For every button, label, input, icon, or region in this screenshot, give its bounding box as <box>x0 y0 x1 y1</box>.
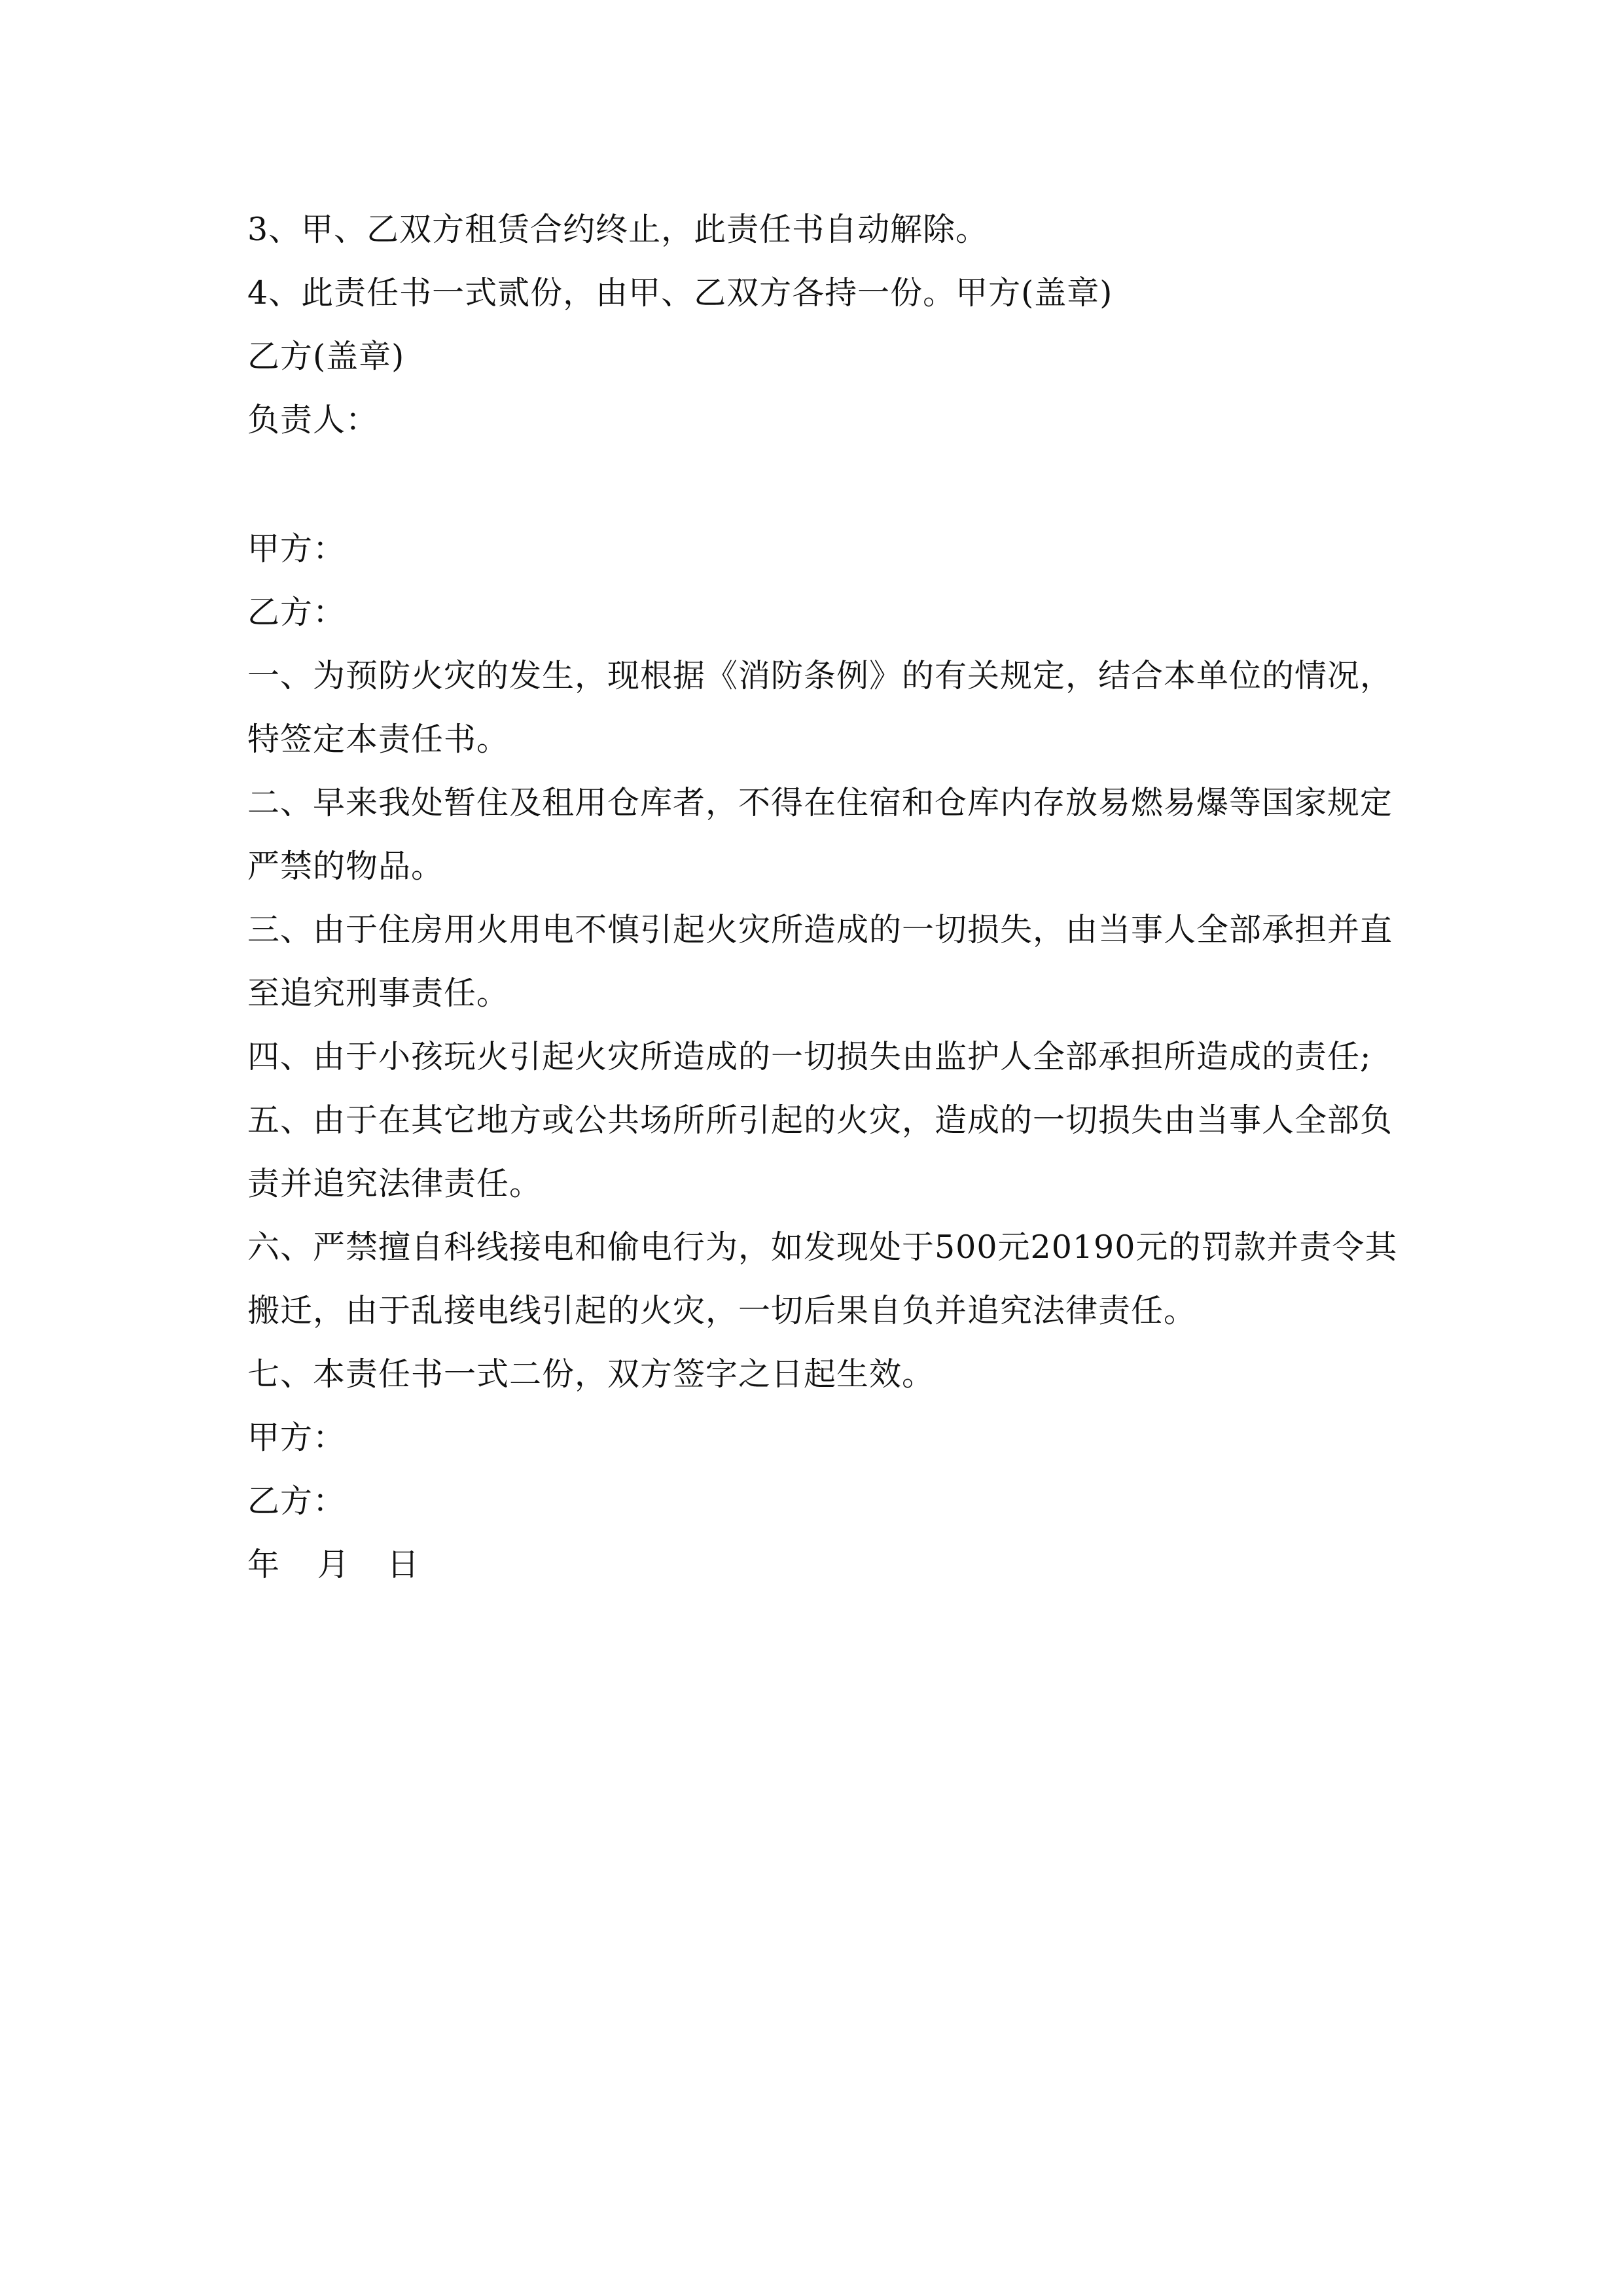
article-5-line-2: 责并追究法律责任。 <box>247 1165 543 1202</box>
article-1-line-1: 一、为预防火灾的发生，现根据《消防条例》的有关规定，结合本单位的情况， <box>247 657 1393 694</box>
article-3-line-2: 至追究刑事责任。 <box>247 975 510 1012</box>
article-3-line-1: 三、由于住房用火用电不慎引起火灾所造成的一切损失，由当事人全部承担并直 <box>247 911 1393 948</box>
signature-party-a-line: 甲方： <box>247 1419 346 1456</box>
article-1-line-2: 特签定本责任书。 <box>247 721 510 758</box>
section-gap <box>247 452 1399 517</box>
document-body <box>247 198 1399 1596</box>
date-day: 日 <box>387 1546 420 1583</box>
article-6-line-1: 六、严禁擅自科线接电和偷电行为，如发现处于500元20190元的罚款并责令其 <box>247 1229 1398 1266</box>
clause-4-line: 4、此责任书一式贰份，由甲、乙双方各持一份。甲方(盖章) <box>247 274 1113 312</box>
date-line <box>247 1533 1399 1596</box>
responsible-person-line: 负责人： <box>247 401 379 439</box>
article-2-line-1: 二、早来我处暂住及租用仓库者，不得在住宿和仓库内存放易燃易爆等国家规定 <box>247 784 1393 821</box>
article-7-line: 七、本责任书一式二份，双方签字之日起生效。 <box>247 1355 935 1393</box>
date-year: 年 <box>247 1546 281 1583</box>
party-b-line: 乙方： <box>247 594 346 631</box>
clause-3-line: 3、甲、乙双方租赁合约终止，此责任书自动解除。 <box>247 211 989 248</box>
article-2-line-2: 严禁的物品。 <box>247 848 444 885</box>
article-6-line-2: 搬迁，由于乱接电线引起的火灾，一切后果自负并追究法律责任。 <box>247 1292 1197 1329</box>
signature-party-b-line: 乙方： <box>247 1482 346 1520</box>
date-month: 月 <box>317 1546 350 1583</box>
party-a-line: 甲方： <box>247 530 346 567</box>
party-b-seal-line: 乙方(盖章) <box>247 338 405 375</box>
article-4-line: 四、由于小孩玩火引起火灾所造成的一切损失由监护人全部承担所造成的责任; <box>247 1038 1372 1075</box>
article-5-line-1: 五、由于在其它地方或公共场所所引起的火灾，造成的一切损失由当事人全部负 <box>247 1102 1393 1139</box>
